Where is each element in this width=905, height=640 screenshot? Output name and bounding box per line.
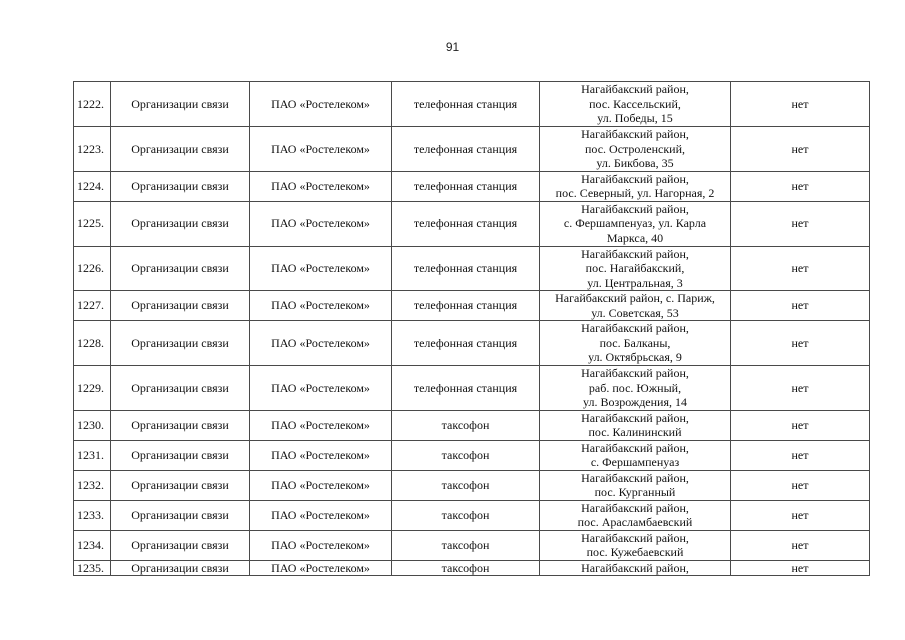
address-line: с. Фершампенуаз, ул. Карла	[563, 216, 707, 231]
address-line: Нагайбакский район,	[581, 82, 689, 97]
object-type-cell: таксофон	[392, 530, 540, 560]
object-type-cell: телефонная станция	[392, 127, 540, 172]
company-cell: ПАО «Ростелеком»	[250, 560, 392, 576]
object-type-cell: телефонная станция	[392, 366, 540, 411]
organization-type-cell: Организации связи	[111, 366, 250, 411]
company-cell: ПАО «Ростелеком»	[250, 500, 392, 530]
table-row	[74, 171, 870, 201]
row-number-cell: 1231.	[74, 440, 111, 470]
company-cell: ПАО «Ростелеком»	[250, 171, 392, 201]
address-line: пос. Арасламбаевский	[577, 515, 693, 529]
address-line: ул. Возрождения, 14	[583, 395, 687, 409]
note-cell: нет	[731, 560, 870, 576]
object-type-cell: таксофон	[392, 440, 540, 470]
address-line: ул. Бикбова, 35	[596, 156, 674, 170]
address-line: ул. Победы, 15	[597, 111, 673, 126]
page-number: 91	[445, 40, 460, 54]
company-cell: ПАО «Ростелеком»	[250, 410, 392, 440]
address-line: ул. Октябрьская, 9	[588, 350, 682, 365]
organization-type-cell: Организации связи	[111, 127, 250, 172]
table-row	[74, 366, 870, 411]
row-number-cell: 1228.	[74, 321, 111, 366]
table-row	[74, 560, 870, 576]
note-cell: нет	[731, 127, 870, 172]
object-type-cell: таксофон	[392, 470, 540, 500]
organization-type-cell: Организации связи	[111, 500, 250, 530]
address-line: Нагайбакский район,	[581, 246, 689, 261]
table-row	[74, 500, 870, 530]
organization-type-cell: Организации связи	[111, 530, 250, 560]
row-number-cell: 1234.	[74, 530, 111, 560]
address-cell	[540, 171, 731, 201]
address-line: Нагайбакский район,	[581, 171, 689, 186]
address-cell	[540, 82, 731, 127]
organization-type-cell: Организации связи	[111, 171, 250, 201]
address-line: пос. Курганный	[594, 485, 676, 499]
company-cell: ПАО «Ростелеком»	[250, 366, 392, 411]
table-row	[74, 127, 870, 172]
object-type-cell: таксофон	[392, 410, 540, 440]
object-type-cell: телефонная станция	[392, 321, 540, 366]
address-cell	[540, 366, 731, 411]
registry-table-body	[74, 82, 870, 576]
address-line: ул. Советская, 53	[591, 305, 679, 320]
company-cell: ПАО «Ростелеком»	[250, 440, 392, 470]
address-cell	[540, 410, 731, 440]
row-number-cell: 1232.	[74, 470, 111, 500]
address-cell	[540, 291, 731, 321]
company-cell: ПАО «Ростелеком»	[250, 127, 392, 172]
note-cell: нет	[731, 246, 870, 291]
organization-type-cell: Организации связи	[111, 440, 250, 470]
address-cell	[540, 321, 731, 366]
organization-type-cell: Организации связи	[111, 410, 250, 440]
object-type-cell: телефонная станция	[392, 82, 540, 127]
address-line: Нагайбакский район,	[581, 440, 689, 455]
note-cell: нет	[731, 321, 870, 366]
address-line: Маркса, 40	[606, 230, 664, 245]
row-number-cell: 1233.	[74, 500, 111, 530]
note-cell: нет	[731, 530, 870, 560]
row-number-cell: 1224.	[74, 171, 111, 201]
address-line: Нагайбакский район,	[581, 500, 689, 515]
address-line: Нагайбакский район,	[581, 410, 689, 425]
row-number-cell: 1229.	[74, 366, 111, 411]
note-cell: нет	[731, 500, 870, 530]
organization-type-cell: Организации связи	[111, 470, 250, 500]
note-cell: нет	[731, 470, 870, 500]
address-cell	[540, 530, 731, 560]
table-row	[74, 82, 870, 127]
address-line: пос. Калининский	[588, 425, 682, 439]
address-line: Нагайбакский район,	[581, 127, 689, 141]
address-cell	[540, 560, 731, 576]
address-line: Нагайбакский район, с. Париж,	[555, 291, 715, 305]
company-cell: ПАО «Ростелеком»	[250, 201, 392, 246]
object-type-cell: телефонная станция	[392, 201, 540, 246]
table-row	[74, 470, 870, 500]
address-line: ул. Центральная, 3	[587, 275, 683, 290]
note-cell: нет	[731, 82, 870, 127]
organization-type-cell: Организации связи	[111, 201, 250, 246]
address-line: Нагайбакский район,	[581, 560, 689, 575]
note-cell: нет	[731, 171, 870, 201]
row-number-cell: 1230.	[74, 410, 111, 440]
address-line: раб. пос. Южный,	[588, 380, 682, 395]
address-line: Нагайбакский район,	[581, 201, 689, 216]
note-cell: нет	[731, 440, 870, 470]
address-line: Нагайбакский район,	[581, 366, 689, 380]
company-cell: ПАО «Ростелеком»	[250, 291, 392, 321]
table-row	[74, 440, 870, 470]
object-type-cell: телефонная станция	[392, 171, 540, 201]
address-line: пос. Остроленский,	[584, 141, 685, 156]
address-line: пос. Балканы,	[599, 335, 671, 350]
address-cell	[540, 201, 731, 246]
company-cell: ПАО «Ростелеком»	[250, 470, 392, 500]
address-line: пос. Северный, ул. Нагорная, 2	[555, 186, 715, 200]
object-type-cell: телефонная станция	[392, 246, 540, 291]
object-type-cell: таксофон	[392, 500, 540, 530]
table-row	[74, 321, 870, 366]
address-line: пос. Нагайбакский,	[585, 261, 685, 275]
address-cell	[540, 470, 731, 500]
address-line: Нагайбакский район,	[581, 530, 689, 545]
note-cell: нет	[731, 201, 870, 246]
address-cell	[540, 127, 731, 172]
address-line: пос. Кассельский,	[589, 96, 681, 111]
address-cell	[540, 246, 731, 291]
organization-type-cell: Организации связи	[111, 82, 250, 127]
object-type-cell: телефонная станция	[392, 291, 540, 321]
row-number-cell: 1226.	[74, 246, 111, 291]
note-cell: нет	[731, 366, 870, 411]
table-row	[74, 201, 870, 246]
table-row	[74, 246, 870, 291]
registry-table	[73, 81, 870, 576]
note-cell: нет	[731, 410, 870, 440]
company-cell: ПАО «Ростелеком»	[250, 246, 392, 291]
row-number-cell: 1235.	[74, 560, 111, 576]
address-cell	[540, 440, 731, 470]
row-number-cell: 1222.	[74, 82, 111, 127]
address-line: Нагайбакский район,	[581, 321, 689, 336]
table-row	[74, 291, 870, 321]
address-line: Нагайбакский район,	[581, 470, 689, 485]
table-row	[74, 530, 870, 560]
table-row	[74, 410, 870, 440]
address-line: пос. Кужебаевский	[586, 545, 684, 559]
address-line: с. Фершампенуаз	[590, 455, 680, 469]
company-cell: ПАО «Ростелеком»	[250, 321, 392, 366]
row-number-cell: 1227.	[74, 291, 111, 321]
organization-type-cell: Организации связи	[111, 246, 250, 291]
organization-type-cell: Организации связи	[111, 291, 250, 321]
company-cell: ПАО «Ростелеком»	[250, 82, 392, 127]
address-cell	[540, 500, 731, 530]
note-cell: нет	[731, 291, 870, 321]
object-type-cell: таксофон	[392, 560, 540, 576]
row-number-cell: 1225.	[74, 201, 111, 246]
organization-type-cell: Организации связи	[111, 560, 250, 576]
company-cell: ПАО «Ростелеком»	[250, 530, 392, 560]
row-number-cell: 1223.	[74, 127, 111, 172]
organization-type-cell: Организации связи	[111, 321, 250, 366]
